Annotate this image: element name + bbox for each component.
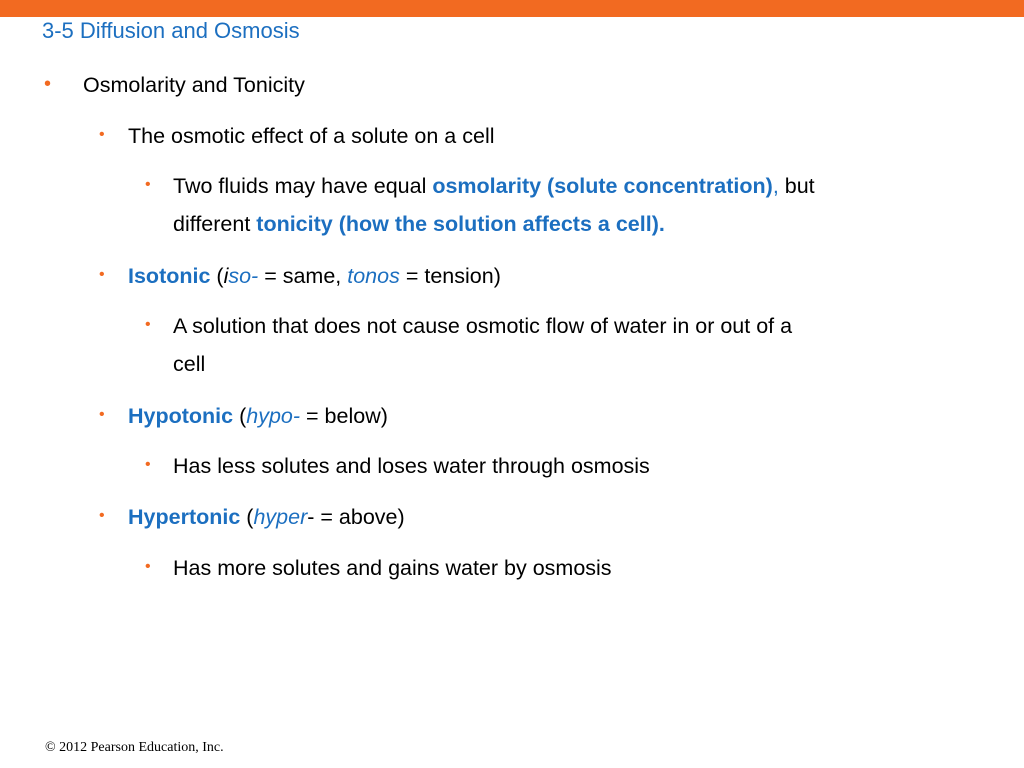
bullet-glyph: • <box>145 558 151 575</box>
term-hypotonic: Hypotonic <box>128 404 234 428</box>
text-part: but <box>778 174 815 198</box>
highlight-tonicity: tonicity (how the solution affects a cell). <box>256 212 665 236</box>
text-part: ( <box>240 505 254 529</box>
bullet-glyph: • <box>99 406 105 423</box>
text-part: ( <box>233 404 247 428</box>
text-part: different <box>173 212 257 236</box>
prefix-hypo: hypo- <box>246 404 301 428</box>
text-part: - = above) <box>307 505 405 529</box>
text-part: , <box>772 174 779 198</box>
text-part: i <box>223 264 229 288</box>
bullet-text: Osmolarity and Tonicity <box>83 73 305 97</box>
word-tonos: tonos <box>347 264 400 288</box>
top-accent-bar <box>0 0 1024 17</box>
text-part: = same, <box>258 264 348 288</box>
slide-title: 3-5 Diffusion and Osmosis <box>42 18 300 43</box>
term-hypertonic: Hypertonic <box>128 505 241 529</box>
copyright-footer: © 2012 Pearson Education, Inc. <box>45 740 224 755</box>
text-part: = below) <box>300 404 388 428</box>
bullet-glyph: • <box>44 73 52 95</box>
bullet-glyph: • <box>145 456 151 473</box>
bullet-text <box>173 167 953 243</box>
prefix-iso: so- <box>228 264 259 288</box>
bullet-glyph: • <box>145 316 151 333</box>
bullet-text <box>128 397 388 435</box>
text-part: Two fluids may have equal <box>173 174 433 198</box>
bullet-text: Has more solutes and gains water by osmosis <box>173 556 612 580</box>
bullet-glyph: • <box>99 126 105 143</box>
text-line: A solution that does not cause osmotic flow of water in or out of a <box>173 314 793 338</box>
bullet-glyph: • <box>99 507 105 524</box>
prefix-hyper: hyper <box>253 505 308 529</box>
bullet-text: The osmotic effect of a solute on a cell <box>128 124 495 148</box>
term-isotonic: Isotonic <box>128 264 211 288</box>
bullet-text <box>128 498 405 536</box>
bullet-glyph: • <box>99 266 105 283</box>
bullet-text <box>128 257 501 295</box>
text-part: = tension) <box>399 264 501 288</box>
text-part: ( <box>210 264 224 288</box>
bullet-glyph: • <box>145 176 151 193</box>
bullet-text: Has less solutes and loses water through osmosis <box>173 454 650 478</box>
text-line: cell <box>173 352 206 376</box>
bullet-text <box>173 307 953 383</box>
highlight-osmolarity: osmolarity (solute concentration) <box>432 174 773 198</box>
